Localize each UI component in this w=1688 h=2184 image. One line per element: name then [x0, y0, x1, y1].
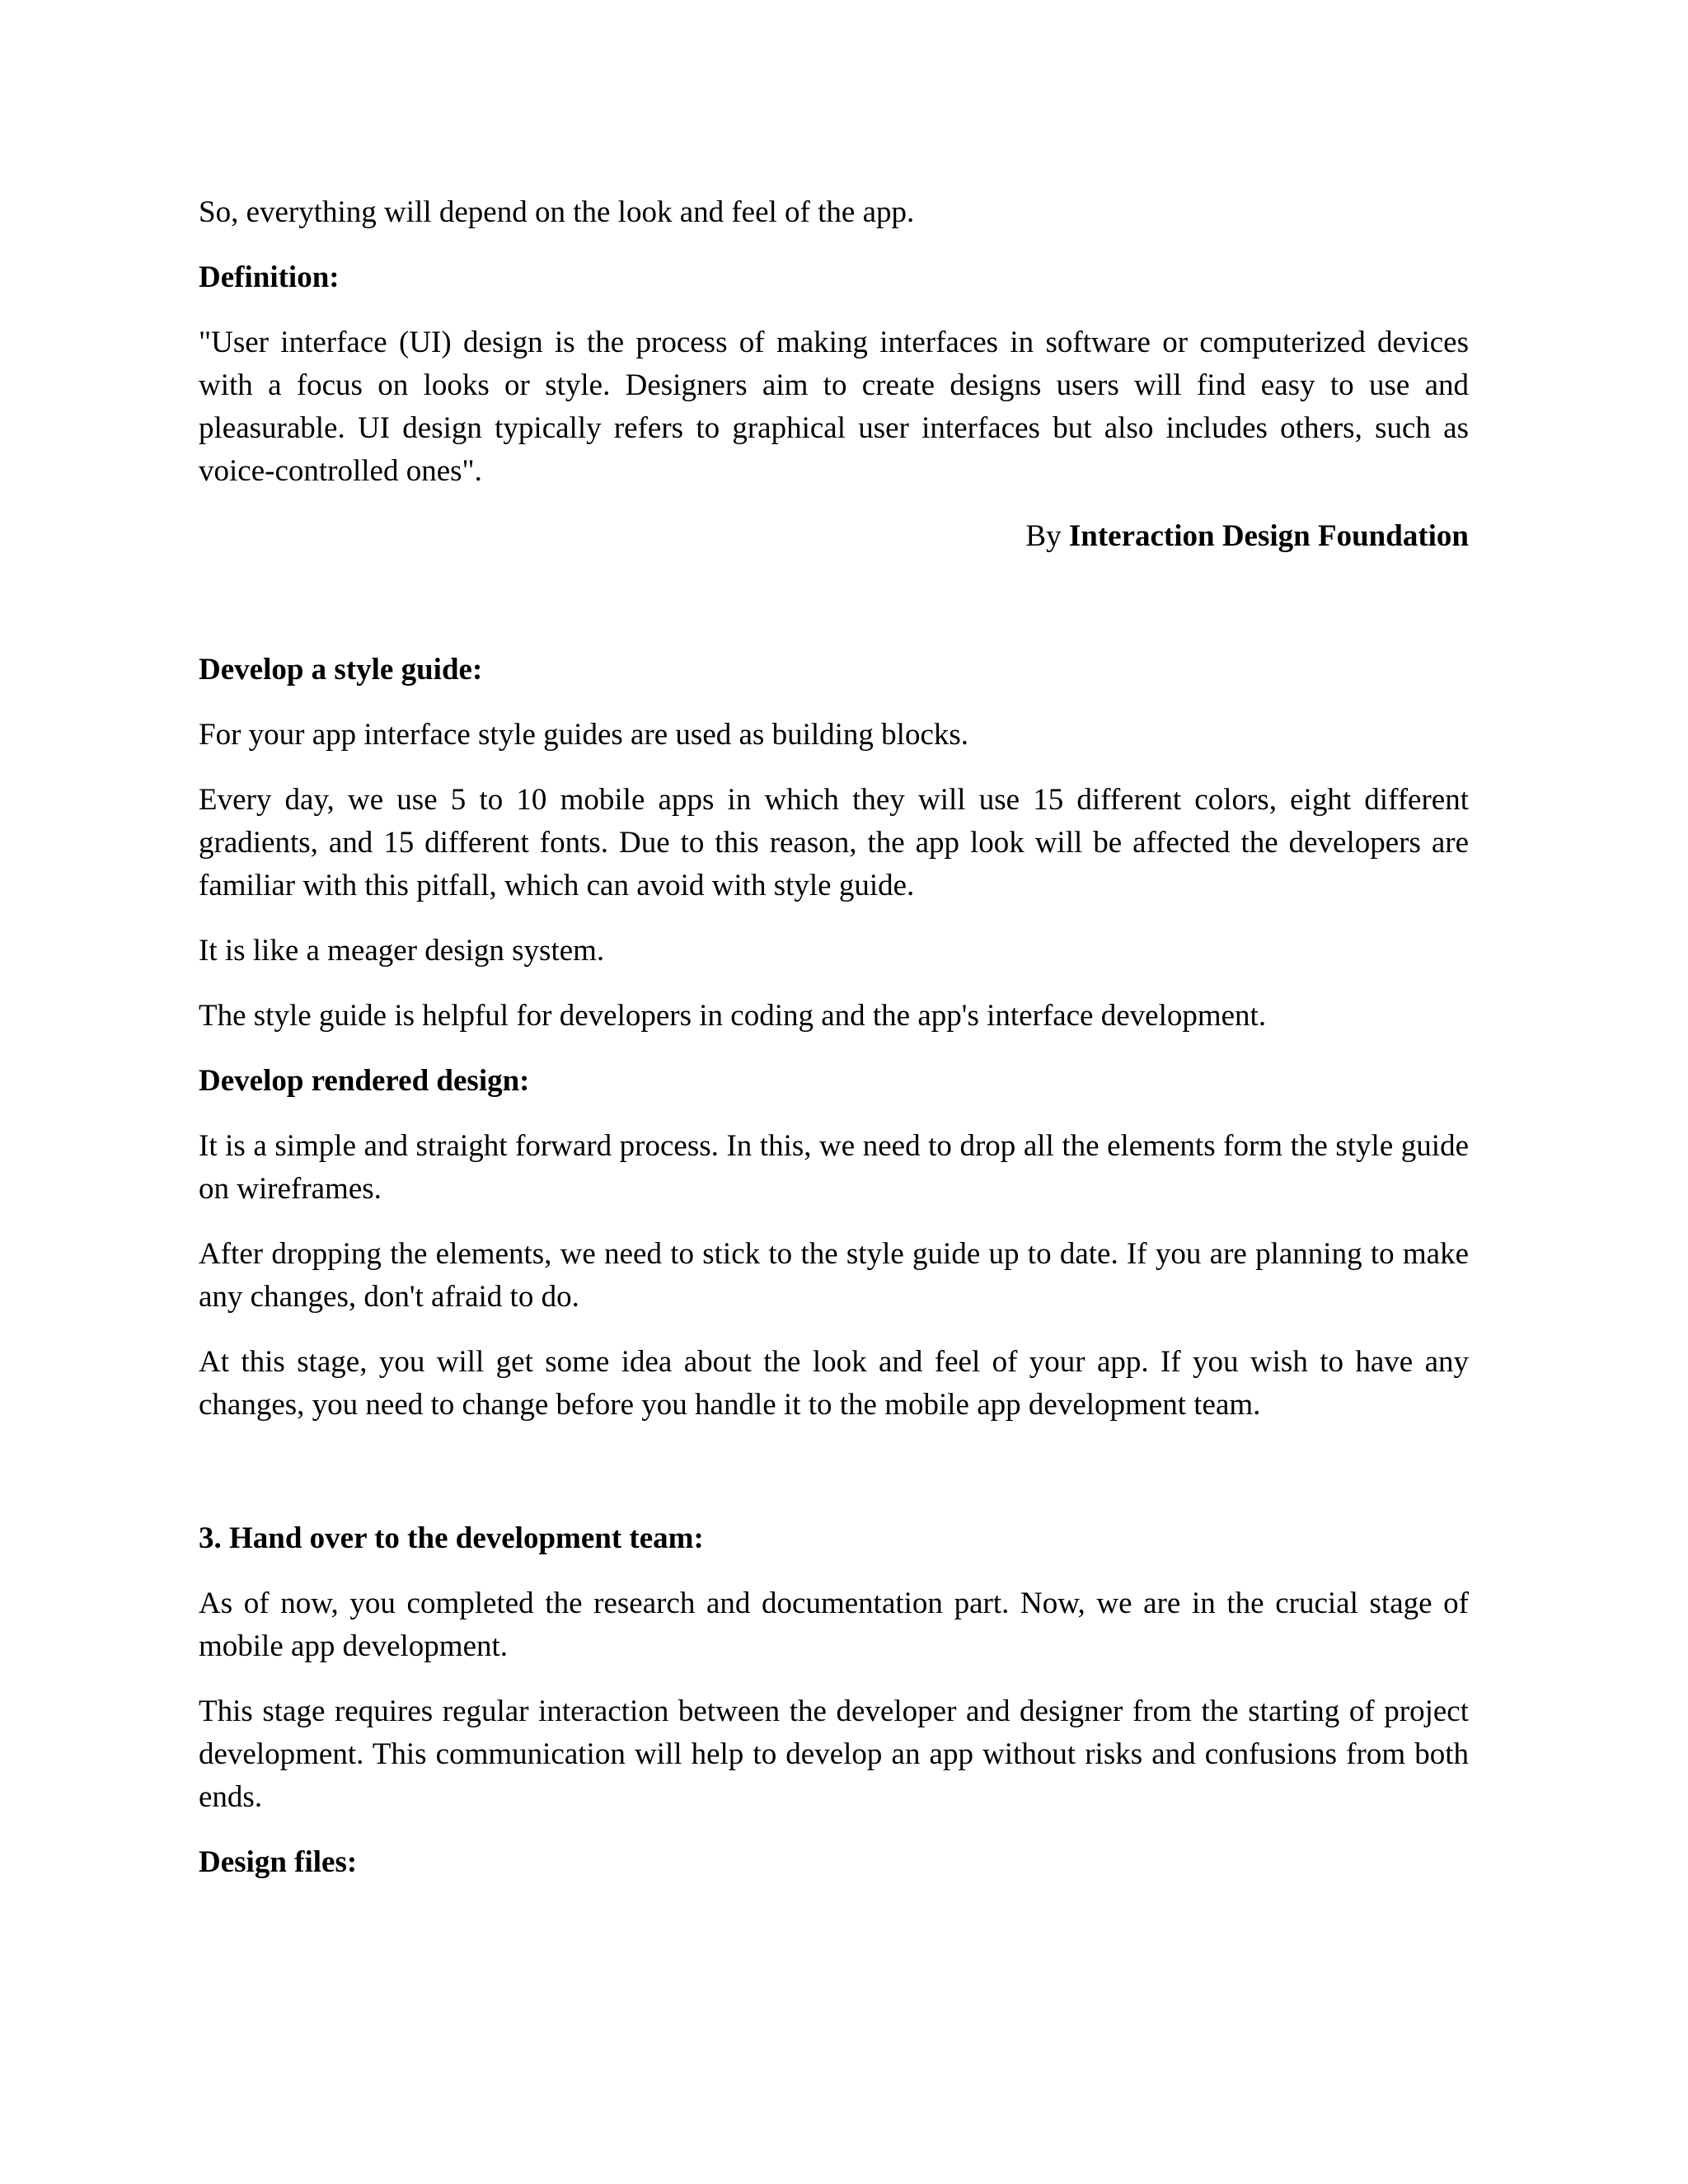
- body-paragraph: It is a simple and straight forward process. In this, we need to drop all the elements form the style guide on wireframes.: [199, 1129, 1469, 1206]
- body-paragraph: For your app interface style guides are used as building blocks.: [199, 718, 969, 752]
- section-heading-definition: Definition:: [199, 260, 340, 294]
- attribution-prefix: By: [1025, 519, 1069, 553]
- document-page: [199, 191, 1469, 1884]
- attribution-author: Interaction Design Foundation: [1068, 519, 1469, 553]
- body-paragraph: This stage requires regular interaction between the developer and designer from the starting of project development. This communication will help to develop an app without risks and confusions from both ends.: [199, 1694, 1469, 1814]
- body-paragraph: Every day, we use 5 to 10 mobile apps in which they will use 15 different colors, eight different gradients, and 15 different fonts. Due to this reason, the app look will be affected the developers are familiar with this pitfall, which can avoid with style guide.: [199, 783, 1469, 902]
- definition-quote: "User interface (UI) design is the process of making interfaces in software or computerized devices with a focus on looks or style. Designers aim to create designs users will find easy to use and pleasurable. UI design typically refers to graphical user interfaces but also includes others, such as voice-controlled ones".: [199, 326, 1469, 488]
- section-heading-design-files: Design files:: [199, 1845, 358, 1879]
- body-paragraph: So, everything will depend on the look and feel of the app.: [199, 195, 915, 229]
- body-paragraph: The style guide is helpful for developers in coding and the app's interface development.: [199, 999, 1267, 1033]
- quote-attribution: [199, 515, 1469, 558]
- body-paragraph: After dropping the elements, we need to stick to the style guide up to date. If you are planning to make any changes, don't afraid to do.: [199, 1237, 1469, 1314]
- body-paragraph: At this stage, you will get some idea about the look and feel of your app. If you wish to have any changes, you need to change before you handle it to the mobile app development team.: [199, 1345, 1469, 1422]
- section-heading-style-guide: Develop a style guide:: [199, 653, 483, 687]
- section-heading-hand-over: 3. Hand over to the development team:: [199, 1521, 704, 1555]
- body-paragraph: As of now, you completed the research and documentation part. Now, we are in the crucial stage of mobile app development.: [199, 1586, 1469, 1663]
- body-paragraph: It is like a meager design system.: [199, 934, 605, 968]
- section-heading-rendered-design: Develop rendered design:: [199, 1064, 530, 1098]
